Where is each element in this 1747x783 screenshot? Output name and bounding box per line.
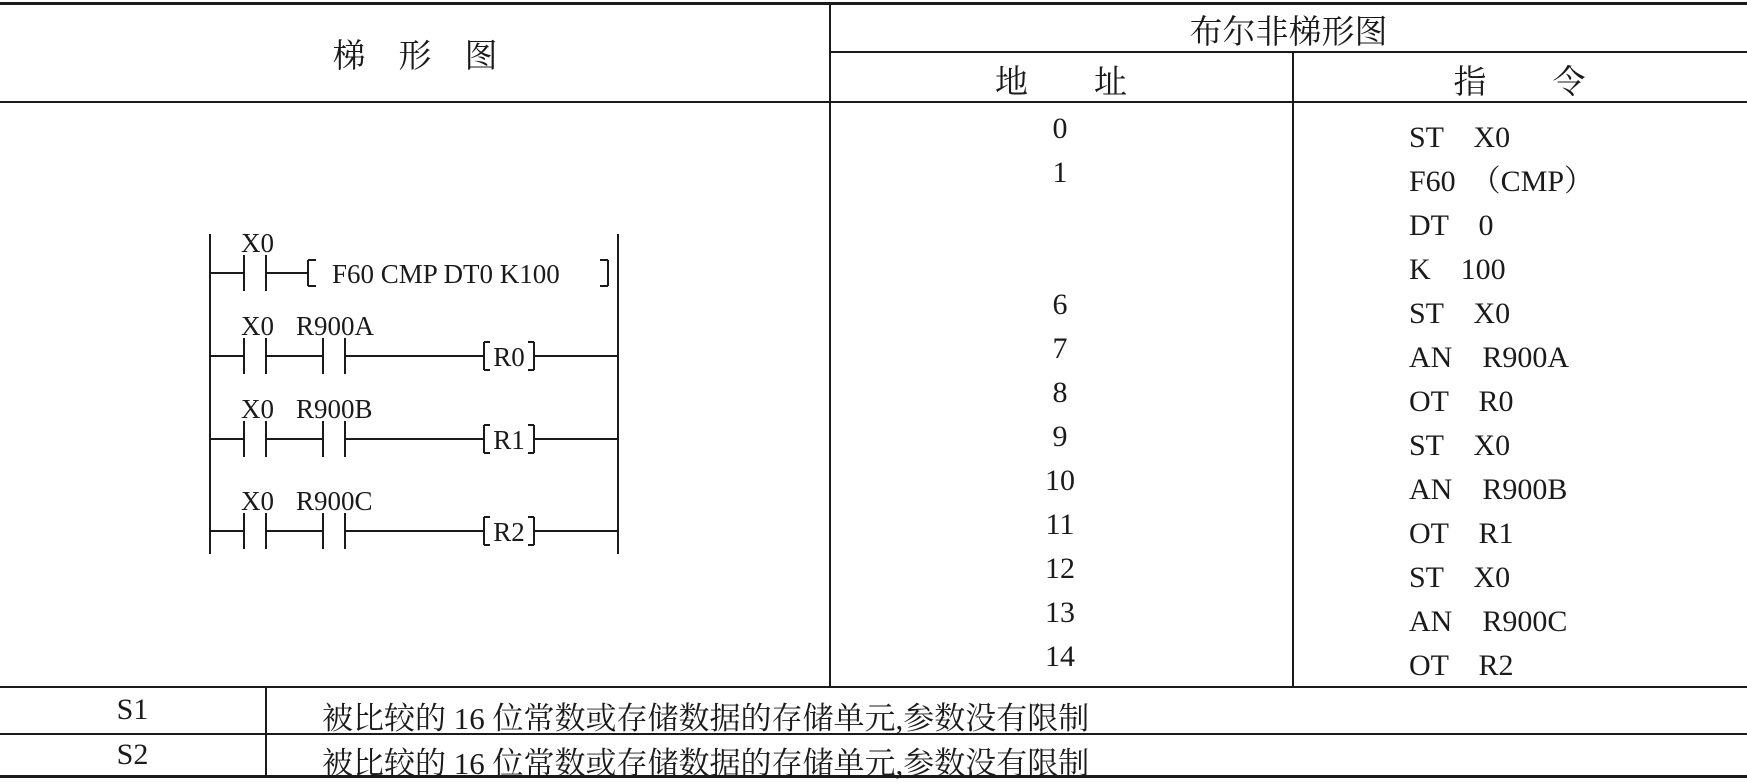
address-cell: 1: [1052, 156, 1068, 189]
instruction-cell: ST X0: [1409, 297, 1511, 330]
instruction-cell: OT R0: [1409, 385, 1514, 418]
rung4-contact-b-label: R900C: [296, 486, 373, 516]
instruction-cell: AN R900A: [1409, 341, 1570, 374]
ladder-header: 梯 形 图: [332, 39, 498, 75]
address-cell: 7: [1052, 332, 1068, 365]
rung2-contacts: [210, 338, 476, 374]
rung2-coil-label: R0: [493, 342, 525, 372]
rung3-contact-b-label: R900B: [296, 394, 373, 424]
rung1-instruction-box: F60 CMP DT0 K100: [332, 259, 560, 289]
instruction-header: 指 令: [1453, 65, 1586, 101]
rung1-contact-label: X0: [241, 228, 274, 258]
boolean-header: 布尔非梯形图: [1189, 15, 1388, 51]
instruction-cell: AN R900B: [1409, 473, 1568, 506]
instruction-cell: ST X0: [1409, 121, 1511, 154]
body-bottom-rule: [0, 686, 1747, 688]
rung1-box-bracket-left: [308, 260, 316, 286]
address-cell: 6: [1052, 288, 1068, 321]
address-cell: 8: [1052, 376, 1068, 409]
operand-description: 被比较的 16 位常数或存储数据的存储单元,参数没有限制: [322, 746, 1090, 781]
operand-name: S1: [116, 693, 149, 726]
address-header: 地 址: [995, 65, 1127, 101]
address-cell: 14: [1045, 640, 1075, 673]
address-column-divider: [1292, 51, 1294, 687]
instruction-cell: AN R900C: [1409, 605, 1568, 638]
address-cell: 13: [1045, 596, 1075, 629]
address-cell: 11: [1045, 508, 1075, 541]
operand-description: 被比较的 16 位常数或存储数据的存储单元,参数没有限制: [322, 701, 1090, 736]
operand-column-divider: [265, 686, 267, 778]
instruction-cell: K 100: [1409, 253, 1506, 286]
instruction-cell: F60 （CMP）: [1409, 165, 1595, 198]
ladder-diagram: [0, 0, 830, 686]
rung4-contact-a-label: X0: [241, 486, 274, 516]
address-cell: 10: [1045, 464, 1075, 497]
address-cell: 12: [1045, 552, 1075, 585]
rung1-contact-x0: [210, 255, 308, 291]
instruction-cell: DT 0: [1409, 209, 1494, 242]
address-cell: 9: [1052, 420, 1068, 453]
instruction-cell: OT R2: [1409, 649, 1514, 682]
operand-name: S2: [116, 738, 149, 771]
rung4-coil-label: R2: [493, 517, 525, 547]
instruction-cell: ST X0: [1409, 561, 1511, 594]
rung3-coil-label: R1: [493, 425, 525, 455]
rung4-contacts: [210, 513, 476, 549]
rung3-contact-a-label: X0: [241, 394, 274, 424]
rung3-contacts: [210, 421, 476, 457]
rung1-box-bracket-right: [600, 260, 608, 286]
instruction-cell: ST X0: [1409, 429, 1511, 462]
rung2-contact-a-label: X0: [241, 311, 274, 341]
address-cell: 0: [1052, 112, 1068, 145]
instruction-cell: OT R1: [1409, 517, 1514, 550]
rung2-contact-b-label: R900A: [296, 311, 375, 341]
